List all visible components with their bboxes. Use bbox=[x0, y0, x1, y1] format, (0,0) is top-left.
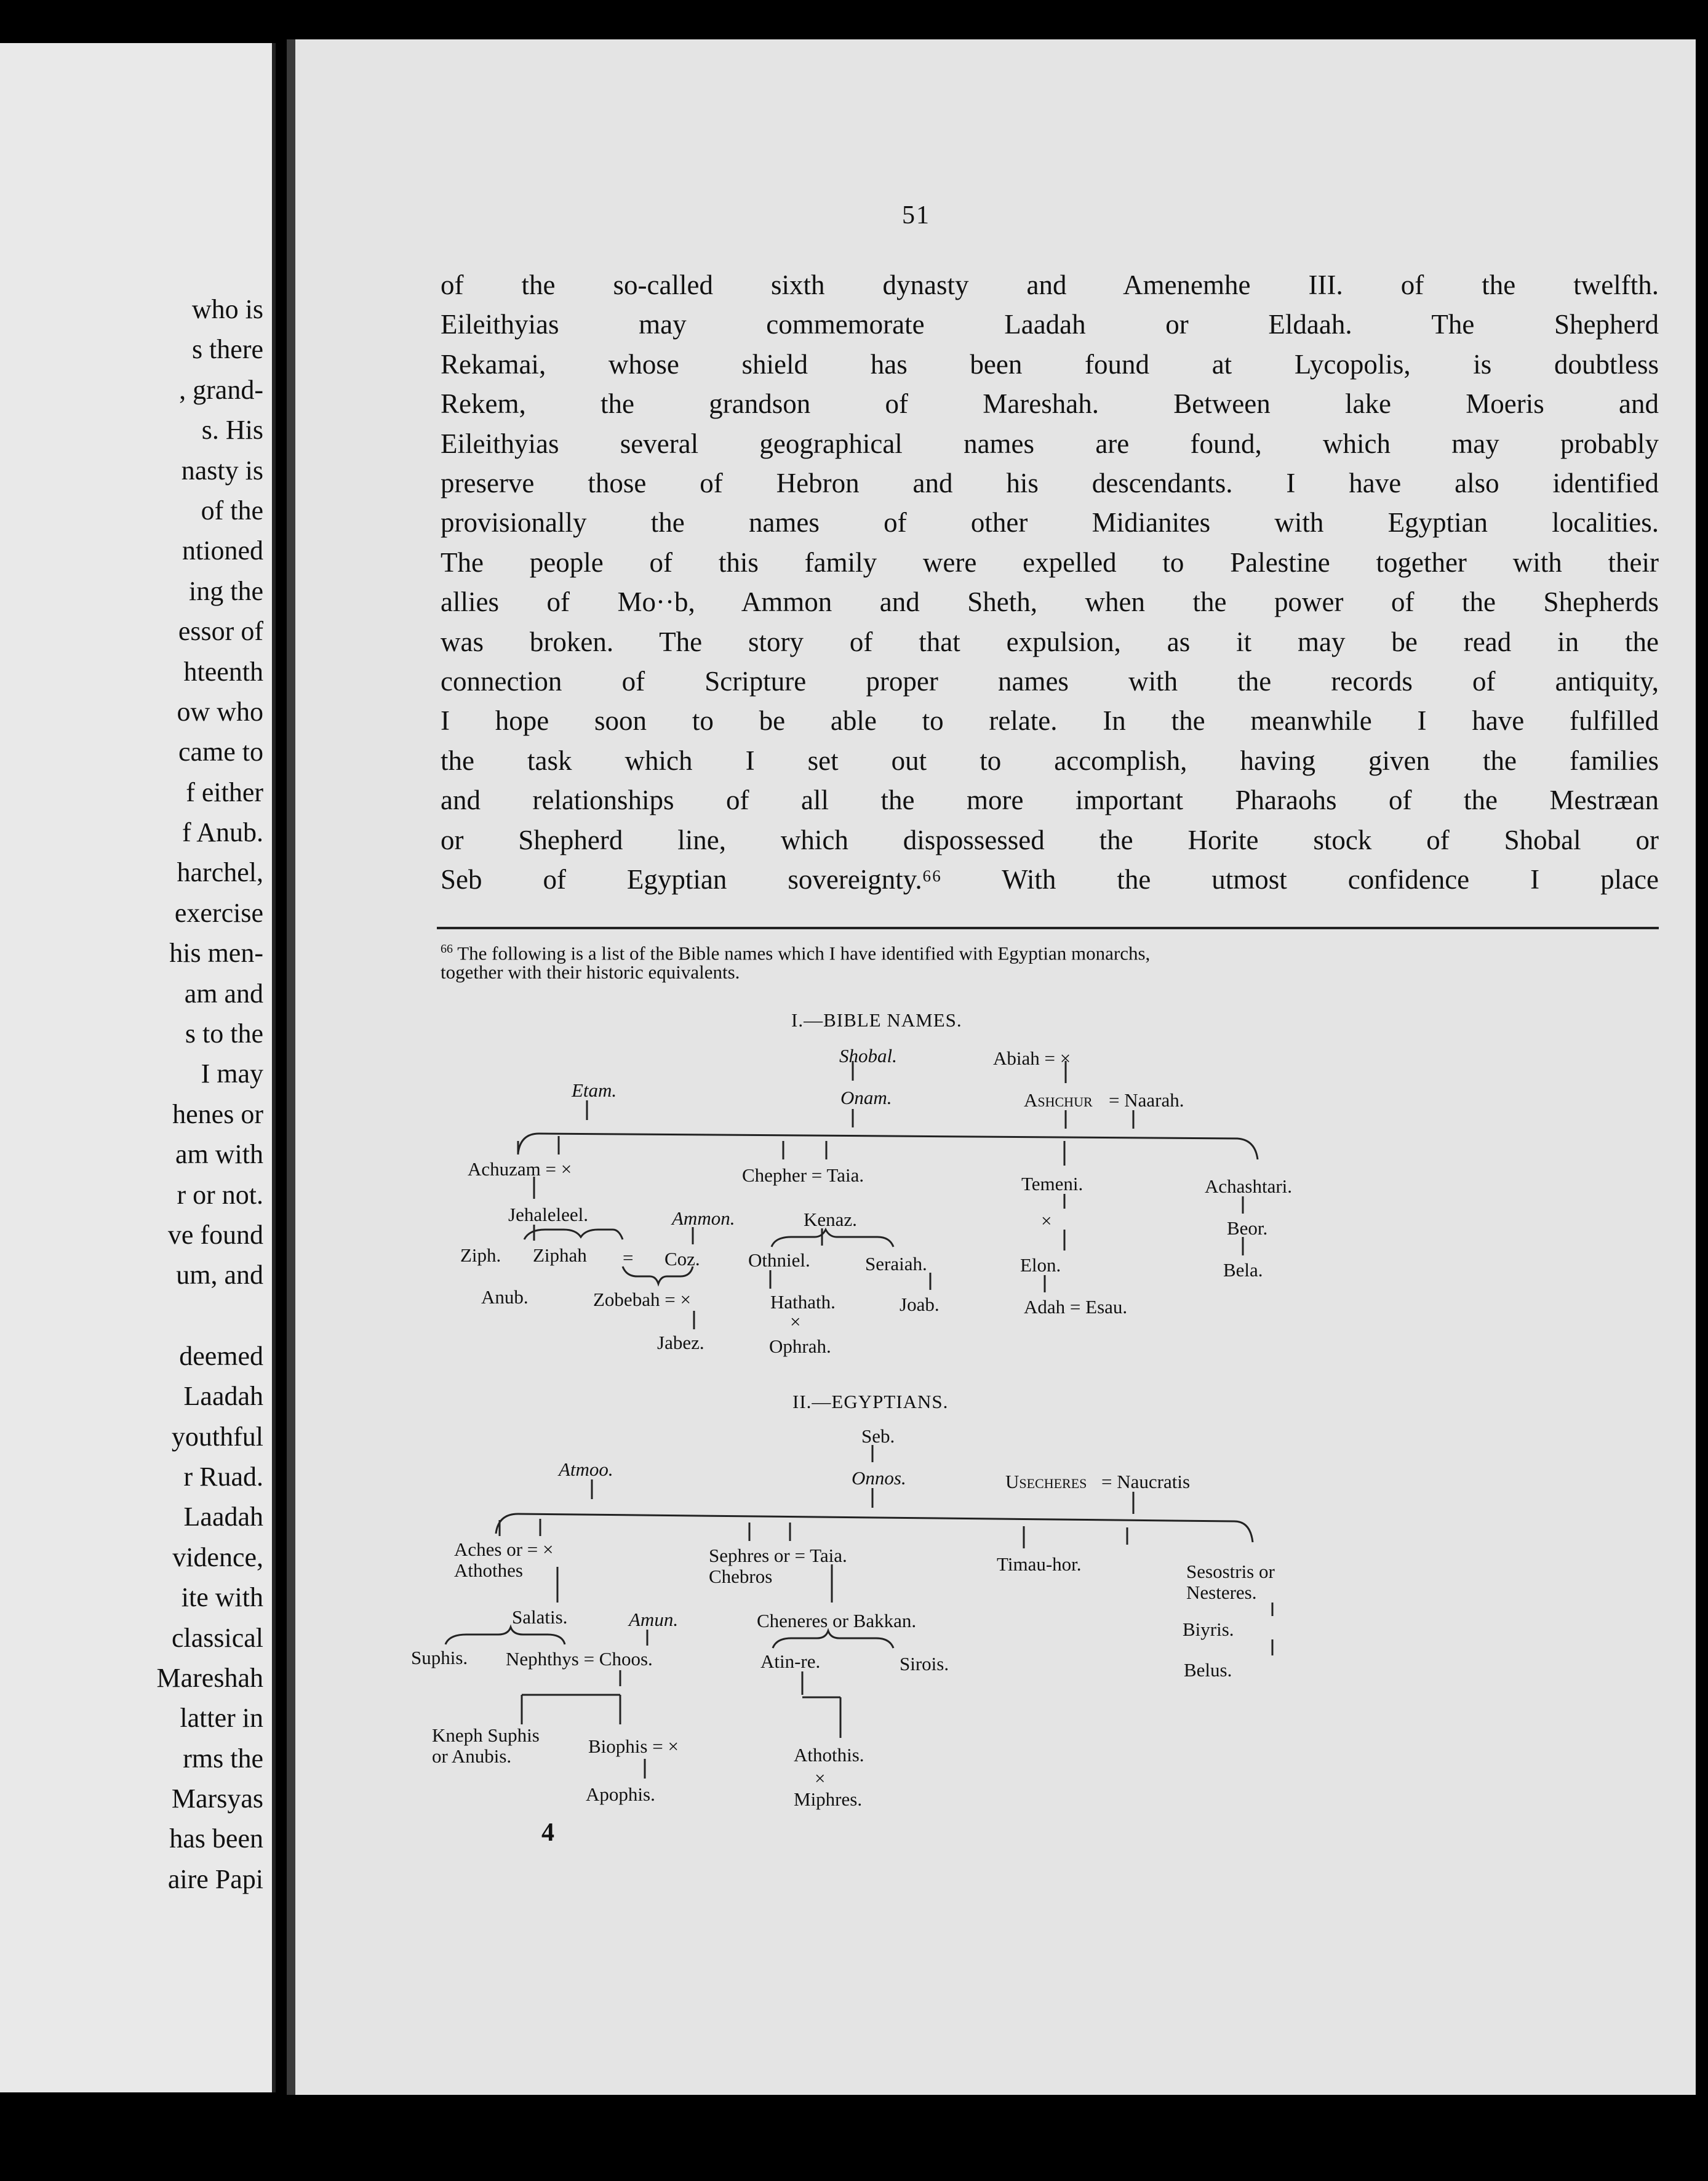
bible-names-heading: I.—BIBLE NAMES. bbox=[791, 1009, 962, 1031]
tree-chebros: Chebros bbox=[709, 1566, 773, 1587]
body-line: Rekamai, whose shield has been found at Lycopolis, is doubtless bbox=[441, 348, 1659, 380]
body-line: connection of Scripture proper names with the records of antiquity, bbox=[441, 666, 1659, 697]
left-page-line bbox=[157, 1295, 264, 1336]
tree-kneph-suphis: Kneph Suphis bbox=[432, 1724, 540, 1746]
left-page-line: aire Papi bbox=[167, 1863, 263, 1894]
left-page-line: nasty is bbox=[181, 455, 263, 486]
left-page-line: ve found bbox=[167, 1219, 263, 1250]
body-line: Seb of Egyptian sovereignty.⁶⁶ With the utmost confidence I place bbox=[441, 864, 1659, 895]
tree-othniel: Othniel. bbox=[748, 1249, 810, 1271]
tree-coz: Coz. bbox=[664, 1248, 700, 1270]
left-page-line: came to bbox=[178, 737, 263, 767]
left-page-line: his men- bbox=[169, 938, 263, 969]
tree-chepher: Chepher = Taia. bbox=[742, 1164, 864, 1186]
left-page-line: Laadah bbox=[183, 1381, 263, 1412]
tree-nephthys: Nephthys = Choos. bbox=[506, 1648, 653, 1670]
left-page-line: youthful bbox=[171, 1421, 263, 1452]
tree-cross-athothis: × bbox=[815, 1767, 826, 1789]
egyptians-heading: II.—EGYPTIANS. bbox=[792, 1391, 949, 1412]
tree-adah-esau: Adah = Esau. bbox=[1024, 1296, 1128, 1318]
left-page-line: am with bbox=[175, 1139, 263, 1170]
left-page-line: f either bbox=[186, 777, 263, 807]
body-line: preserve those of Hebron and his descendants. I have also identified bbox=[441, 468, 1659, 498]
tree-nesteres: Nesteres. bbox=[1186, 1582, 1257, 1603]
tree-jehaleleel: Jehaleleel. bbox=[508, 1204, 588, 1225]
genealogy-connectors bbox=[287, 39, 1696, 2095]
tree-cross-temeni: × bbox=[1041, 1210, 1052, 1231]
right-page bbox=[287, 39, 1696, 2095]
left-page-line: who is bbox=[191, 294, 263, 324]
body-line: or Shepherd line, which dispossessed the Horite stock of Shobal or bbox=[441, 824, 1659, 855]
left-page-line: vidence, bbox=[172, 1542, 263, 1572]
left-page-line: hteenth bbox=[183, 656, 263, 687]
tree-ashchur: Ashchur bbox=[1024, 1089, 1093, 1111]
tree-cheneres: Cheneres or Bakkan. bbox=[757, 1610, 917, 1631]
tree-timau-hor: Timau-hor. bbox=[997, 1553, 1082, 1575]
tree-cross-hathath: × bbox=[790, 1311, 801, 1332]
tree-elon: Elon. bbox=[1020, 1254, 1061, 1276]
left-page-line: Mareshah bbox=[156, 1662, 263, 1693]
left-page-line: ntioned bbox=[182, 535, 263, 566]
tree-zobebah: Zobebah = × bbox=[593, 1289, 691, 1310]
left-page-line: classical bbox=[171, 1622, 263, 1653]
tree-naucratis: = Naucratis bbox=[1101, 1471, 1191, 1492]
tree-aches: Aches or = × bbox=[454, 1539, 554, 1560]
left-page-text bbox=[157, 289, 264, 1899]
tree-belus: Belus. bbox=[1184, 1659, 1232, 1681]
tree-achashtari: Achashtari. bbox=[1205, 1175, 1293, 1197]
left-page-line: ing the bbox=[189, 575, 263, 606]
left-page-line: Laadah bbox=[183, 1502, 263, 1532]
left-page-line: s there bbox=[191, 334, 263, 365]
tree-ophrah: Ophrah. bbox=[769, 1335, 831, 1357]
tree-biyris: Biyris. bbox=[1183, 1619, 1234, 1640]
body-line: Eileithyias may commemorate Laadah or Eldaah. The Shepherd bbox=[441, 309, 1659, 340]
tree-or-anubis: or Anubis. bbox=[432, 1745, 512, 1767]
tree-onnos: Onnos. bbox=[852, 1467, 906, 1489]
tree-atmoo: Atmoo. bbox=[559, 1459, 613, 1480]
tree-suphis: Suphis. bbox=[411, 1647, 468, 1668]
tree-abiah: Abiah = × bbox=[993, 1047, 1071, 1069]
tree-beor: Beor. bbox=[1227, 1217, 1268, 1239]
left-page-line: essor of bbox=[178, 616, 263, 647]
footnote-text-1: The following is a list of the Bible names which I have identified with Egyptian monarchs, bbox=[457, 942, 1151, 964]
left-page-line: am and bbox=[184, 978, 263, 1009]
left-page-line: has been bbox=[169, 1823, 263, 1854]
left-page-line: deemed bbox=[179, 1340, 263, 1371]
tree-naarah: = Naarah. bbox=[1109, 1089, 1184, 1111]
left-page-line: of the bbox=[201, 495, 263, 526]
left-page-line: ow who bbox=[177, 696, 263, 727]
tree-usecheres: Usecheres bbox=[1005, 1471, 1087, 1492]
tree-miphres: Miphres. bbox=[794, 1788, 863, 1810]
body-line: Rekem, the grandson of Mareshah. Between lake Moeris and bbox=[441, 388, 1659, 420]
left-page-line: um, and bbox=[176, 1260, 263, 1291]
tree-temeni: Temeni. bbox=[1021, 1173, 1083, 1195]
footnote-marker: 66 bbox=[441, 942, 453, 956]
left-page-line: , grand- bbox=[179, 374, 263, 405]
tree-etam: Etam. bbox=[572, 1079, 617, 1101]
left-page-line: Marsyas bbox=[171, 1783, 263, 1814]
page-number: 51 bbox=[902, 201, 930, 230]
left-page-line: rms the bbox=[183, 1743, 263, 1774]
tree-salatis: Salatis. bbox=[512, 1606, 568, 1628]
body-line: of the so-called sixth dynasty and Amenemhe III. of the twelfth. bbox=[441, 270, 1659, 300]
left-page-line: r or not. bbox=[177, 1179, 263, 1210]
left-page-fragment bbox=[0, 43, 276, 2092]
tree-ammon: Ammon. bbox=[672, 1207, 735, 1229]
body-line: allies of Mo··b, Ammon and Sheth, when the power of the Shepherds bbox=[441, 586, 1659, 618]
signature-mark: 4 bbox=[541, 1819, 554, 1847]
tree-achuzam: Achuzam = × bbox=[468, 1158, 572, 1180]
tree-sephres: Sephres or = Taia. bbox=[709, 1545, 847, 1566]
body-line: The people of this family were expelled to Palestine together with their bbox=[441, 546, 1659, 578]
tree-amun: Amun. bbox=[629, 1609, 679, 1630]
left-page-line: s to the bbox=[185, 1018, 263, 1049]
body-line: provisionally the names of other Midianites with Egyptian localities. bbox=[441, 507, 1659, 538]
tree-onam: Onam. bbox=[840, 1087, 892, 1108]
tree-shobal: Shobal. bbox=[839, 1045, 897, 1066]
left-page-line: ite with bbox=[181, 1582, 263, 1613]
footnote-line-2: together with their historic equivalents. bbox=[441, 961, 740, 983]
left-page-line: exercise bbox=[174, 897, 263, 928]
tree-ziphah-eq: = bbox=[623, 1247, 634, 1268]
left-page-line: latter in bbox=[180, 1703, 263, 1734]
body-line: I hope soon to be able to relate. In the meanwhile I have fulfilled bbox=[441, 705, 1659, 737]
tree-bela: Bela. bbox=[1223, 1259, 1263, 1281]
body-line: the task which I set out to accomplish, having given the families bbox=[441, 745, 1659, 776]
left-page-line: f Anub. bbox=[182, 817, 263, 848]
left-page-line: harchel, bbox=[177, 857, 263, 888]
body-line: Eileithyias several geographical names are found, which may probably bbox=[441, 428, 1659, 459]
tree-seb: Seb. bbox=[861, 1425, 895, 1447]
tree-sirois: Sirois. bbox=[900, 1653, 949, 1675]
left-page-line: s. His bbox=[201, 415, 263, 446]
tree-athothes: Athothes bbox=[454, 1559, 523, 1581]
left-page-line: henes or bbox=[172, 1099, 263, 1129]
tree-seraiah: Seraiah. bbox=[865, 1253, 927, 1275]
body-line: and relationships of all the more important Pharaohs of the Mestræan bbox=[441, 785, 1659, 816]
tree-biophis: Biophis = × bbox=[588, 1735, 679, 1757]
tree-athothis: Athothis. bbox=[794, 1744, 864, 1766]
tree-hathath: Hathath. bbox=[770, 1291, 836, 1313]
tree-anub: Anub. bbox=[481, 1286, 529, 1308]
tree-atin-re: Atin-re. bbox=[760, 1651, 821, 1672]
tree-joab: Joab. bbox=[900, 1294, 940, 1315]
left-page-line: I may bbox=[201, 1058, 263, 1089]
tree-kenaz: Kenaz. bbox=[804, 1209, 857, 1230]
tree-sesostris: Sesostris or bbox=[1186, 1561, 1275, 1582]
tree-ziph: Ziph. bbox=[460, 1244, 501, 1266]
body-line: was broken. The story of that expulsion, as it may be read in the bbox=[441, 626, 1659, 657]
tree-jabez: Jabez. bbox=[657, 1332, 704, 1353]
tree-apophis: Apophis. bbox=[586, 1783, 655, 1805]
left-page-line: r Ruad. bbox=[183, 1461, 263, 1492]
tree-ziphah: Ziphah bbox=[533, 1244, 587, 1266]
